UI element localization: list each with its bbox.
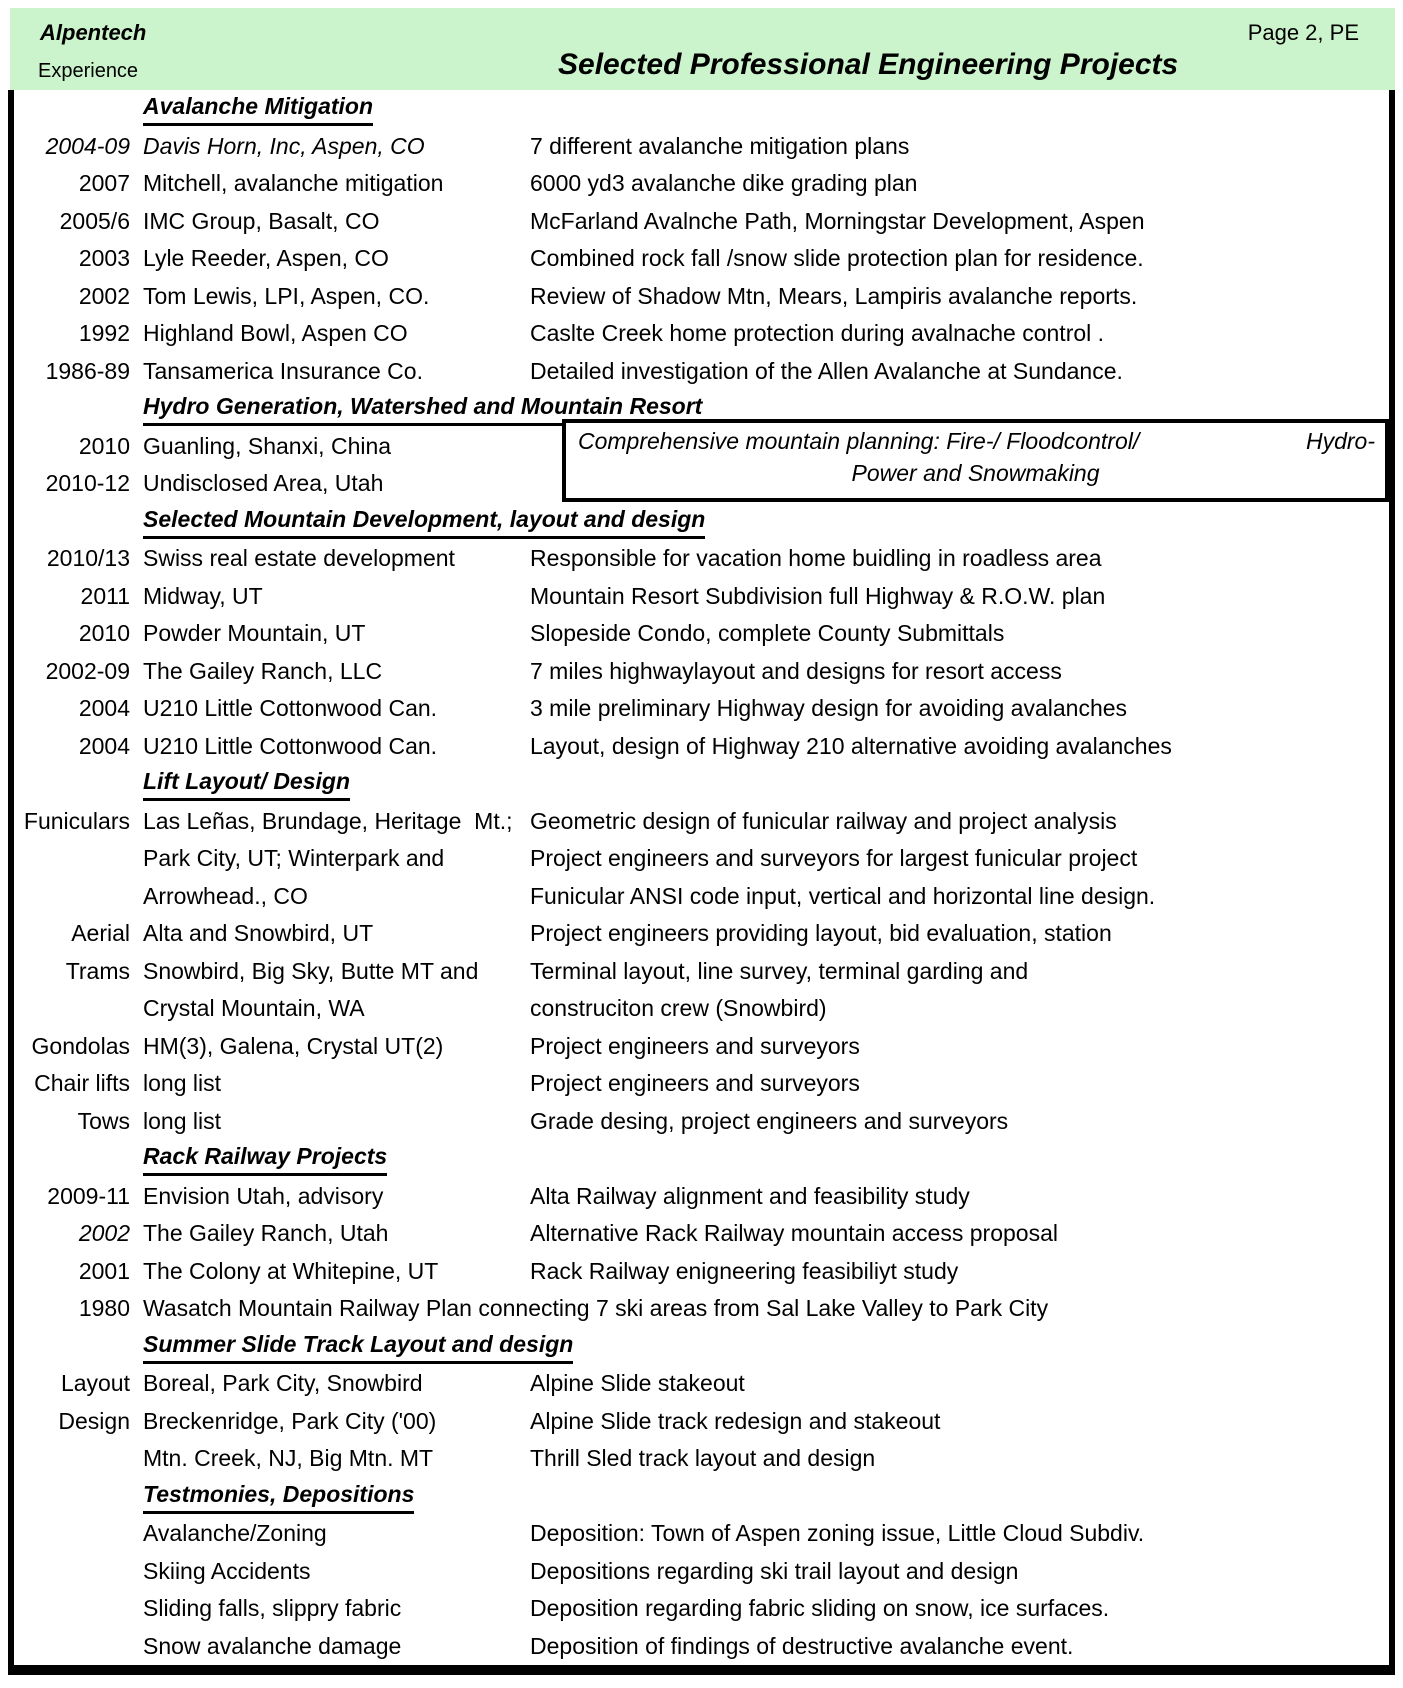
row-description: Deposition: Town of Aspen zoning issue, Little Cloud Subdiv. — [530, 1520, 1145, 1546]
row-client: IMC Group, Basalt, CO — [143, 207, 380, 234]
row-year: Gondolas — [31, 1032, 130, 1059]
row-client: Highland Bowl, Aspen CO — [143, 320, 408, 346]
row-year: 2007 — [78, 170, 130, 196]
row-year: Funiculars — [23, 807, 130, 834]
section-heading-row — [14, 765, 1389, 803]
row-client: Midway, UT — [143, 582, 263, 609]
row-client: Guanling, Shanxi, China — [143, 432, 392, 459]
row-description: Alpine Slide track redesign and stakeout — [530, 1407, 941, 1434]
row-description: Alternative Rack Railway mountain access proposal — [530, 1220, 1058, 1246]
table-row — [14, 203, 1389, 241]
row-client: Tom Lewis, LPI, Aspen, CO. — [143, 282, 430, 309]
row-description: 3 mile preliminary Highway design for avoiding avalanches — [530, 695, 1128, 721]
row-year: Tows — [77, 1107, 130, 1134]
row-client: Sliding falls, slippry fabric — [143, 1595, 402, 1621]
row-year — [14, 1515, 130, 1553]
row-description: Project engineers and surveyors — [530, 1032, 860, 1059]
table-row — [14, 1590, 1389, 1628]
row-year — [14, 1628, 130, 1666]
row-description: Combined rock fall /snow slide protection plan for residence. — [530, 245, 1144, 271]
table-row — [14, 578, 1389, 616]
row-year: Chair lifts — [34, 1070, 130, 1096]
hydro-box-line1-text: Comprehensive mountain planning: Fire-/ Floodcontrol/ — [578, 427, 1140, 454]
page-title: Selected Professional Engineering Projects — [558, 48, 1179, 81]
row-year — [14, 1553, 130, 1591]
hydro-rows-block — [14, 428, 1389, 503]
table-row — [14, 1628, 1389, 1666]
row-description: Project engineers providing layout, bid evaluation, station — [530, 920, 1112, 946]
section-heading: Testmonies, Depositions — [143, 1478, 414, 1514]
hydro-box-line1-right: Hydro- — [1305, 427, 1375, 454]
row-description: construciton crew (Snowbird) — [530, 995, 827, 1021]
row-year: 1992 — [78, 320, 130, 346]
row-client: Tansamerica Insurance Co. — [143, 357, 423, 384]
row-year: 2004-09 — [45, 132, 130, 159]
row-year: 2002 — [78, 1220, 130, 1246]
row-description: Alpine Slide stakeout — [530, 1370, 745, 1396]
section-heading-row — [14, 1328, 1389, 1366]
row-client: Las Leñas, Brundage, Heritage Mt.; — [143, 807, 513, 834]
row-year: 2004 — [78, 695, 130, 721]
row-year: 1986-89 — [45, 357, 130, 384]
row-description: Slopeside Condo, complete County Submittals — [530, 620, 1005, 646]
hydro-box-line1 — [566, 423, 1385, 459]
row-year: 2010/13 — [46, 545, 130, 571]
row-description: Project engineers and surveyors for largest funicular project — [530, 845, 1138, 871]
row-description: Grade desing, project engineers and surveyors — [530, 1107, 1009, 1134]
row-year: 2009-11 — [47, 1182, 130, 1209]
row-description: Terminal layout, line survey, terminal garding and — [530, 957, 1029, 984]
experience-label: Experience — [38, 60, 139, 82]
row-description: Thrill Sled track layout and design — [530, 1445, 876, 1471]
row-client: Wasatch Mountain Railway Plan connecting 7 ski areas from Sal Lake Valley to Park City — [143, 1295, 1049, 1321]
row-description: Caslte Creek home protection during avalnache control . — [530, 320, 1105, 346]
section-heading: Summer Slide Track Layout and design — [143, 1328, 573, 1364]
table-row — [14, 840, 1389, 878]
row-client: Alta and Snowbird, UT — [143, 920, 374, 946]
hydro-box-line2: Power and Snowmaking — [851, 459, 1100, 486]
row-year — [14, 990, 130, 1028]
row-client: Powder Mountain, UT — [143, 620, 366, 646]
row-client: Skiing Accidents — [143, 1557, 311, 1584]
row-year: 2002 — [78, 282, 130, 309]
table-row — [14, 1365, 1389, 1403]
table-row — [14, 728, 1389, 766]
row-description: Mountain Resort Subdivision full Highway & R.O.W. plan — [530, 582, 1106, 609]
row-client: Arrowhead., CO — [143, 882, 308, 909]
row-description: Responsible for vacation home buidling in roadless area — [530, 545, 1102, 571]
row-description: McFarland Avalnche Path, Morningstar Development, Aspen — [530, 207, 1145, 234]
row-year: 2004 — [78, 732, 130, 759]
section-heading-row — [14, 1140, 1389, 1178]
row-year: Aerial — [71, 920, 130, 946]
row-client: Swiss real estate development — [143, 545, 455, 571]
row-description: Deposition of findings of destructive avalanche event. — [530, 1632, 1074, 1659]
table-row — [14, 540, 1389, 578]
row-client: Snowbird, Big Sky, Butte MT and — [143, 957, 479, 984]
table-row — [14, 128, 1389, 166]
table-row — [14, 1215, 1389, 1253]
row-description: 7 miles highwaylayout and designs for resort access — [530, 657, 1062, 684]
row-client: Undisclosed Area, Utah — [143, 470, 384, 496]
row-client: Lyle Reeder, Aspen, CO — [143, 245, 389, 271]
section-heading: Avalanche Mitigation — [143, 90, 373, 126]
page-number: Page 2, PE — [1247, 20, 1359, 45]
row-year: 2011 — [80, 582, 130, 609]
row-description: 6000 yd3 avalanche dike grading plan — [530, 170, 918, 196]
table-row — [14, 1253, 1389, 1291]
table-row — [14, 1028, 1389, 1066]
table-row — [14, 1178, 1389, 1216]
row-year: 2010 — [78, 432, 130, 459]
row-description: Detailed investigation of the Allen Avalanche at Sundance. — [530, 357, 1123, 384]
row-client: Mitchell, avalanche mitigation — [143, 170, 444, 196]
table-row — [14, 1515, 1389, 1553]
row-year: Design — [58, 1407, 130, 1434]
row-year: 2010 — [78, 620, 130, 646]
table-row — [14, 1103, 1389, 1141]
row-description: Review of Shadow Mtn, Mears, Lampiris avalanche reports. — [530, 282, 1138, 309]
table-row — [14, 803, 1389, 841]
row-client: The Gailey Ranch, Utah — [143, 1220, 389, 1246]
row-client: Avalanche/Zoning — [143, 1520, 327, 1546]
row-year: Layout — [60, 1370, 130, 1396]
row-year — [14, 840, 130, 878]
table-row — [14, 1065, 1389, 1103]
row-client: Park City, UT; Winterpark and — [143, 845, 445, 871]
row-year: 2010-12 — [45, 470, 130, 496]
row-year: 2003 — [78, 245, 130, 271]
table-row — [14, 315, 1389, 353]
table-row — [14, 1440, 1389, 1478]
row-client: The Colony at Whitepine, UT — [143, 1257, 439, 1284]
table-row — [14, 1553, 1389, 1591]
row-year — [14, 1590, 130, 1628]
brand-name: Alpentech — [40, 20, 147, 45]
table-row — [14, 878, 1389, 916]
row-description: Depositions regarding ski trail layout and design — [530, 1557, 1019, 1584]
row-year: 1980 — [78, 1295, 130, 1321]
table-row — [14, 615, 1389, 653]
section-heading: Lift Layout/ Design — [143, 765, 350, 801]
row-client: U210 Little Cottonwood Can. — [143, 695, 438, 721]
row-year: 2005/6 — [59, 207, 130, 234]
row-client: Crystal Mountain, WA — [143, 995, 365, 1021]
row-description: Project engineers and surveyors — [530, 1070, 860, 1096]
table-row — [14, 278, 1389, 316]
section-heading-row — [14, 1478, 1389, 1516]
section-heading-row — [14, 90, 1389, 128]
row-description: 7 different avalanche mitigation plans — [530, 132, 910, 159]
row-description: Layout, design of Highway 210 alternative avoiding avalanches — [530, 732, 1172, 759]
table-row — [14, 240, 1389, 278]
row-description: Geometric design of funicular railway and project analysis — [530, 807, 1117, 834]
row-year: 2002-09 — [45, 657, 130, 684]
row-client: Boreal, Park City, Snowbird — [143, 1370, 423, 1396]
row-client: HM(3), Galena, Crystal UT(2) — [143, 1032, 444, 1059]
hydro-planning-box — [562, 419, 1389, 502]
row-description: Alta Railway alignment and feasibility study — [530, 1182, 970, 1209]
row-client: Davis Horn, Inc, Aspen, CO — [143, 132, 425, 159]
row-year — [14, 878, 130, 916]
row-client: long list — [143, 1070, 221, 1096]
row-client: The Gailey Ranch, LLC — [143, 657, 383, 684]
row-year: Trams — [65, 957, 130, 984]
section-heading: Rack Railway Projects — [143, 1140, 387, 1176]
table-row — [14, 1290, 1389, 1328]
row-year — [14, 1440, 130, 1478]
table-row — [14, 990, 1389, 1028]
table-row — [14, 690, 1389, 728]
row-client: Envision Utah, advisory — [143, 1182, 384, 1209]
projects-table — [8, 90, 1395, 1675]
table-row — [14, 653, 1389, 691]
row-year: 2001 — [78, 1257, 130, 1284]
table-row — [14, 915, 1389, 953]
page-header — [10, 8, 1395, 90]
row-client: Snow avalanche damage — [143, 1632, 402, 1659]
row-description: Rack Railway enigneering feasibiliyt study — [530, 1257, 959, 1284]
section-heading: Hydro Generation, Watershed and Mountain Resort — [143, 390, 715, 426]
row-description: Deposition regarding fabric sliding on snow, ice surfaces. — [530, 1595, 1110, 1621]
table-row — [14, 1403, 1389, 1441]
table-row — [14, 353, 1389, 391]
row-client: Mtn. Creek, NJ, Big Mtn. MT — [143, 1445, 434, 1471]
row-client: Breckenridge, Park City ('00) — [143, 1407, 437, 1434]
row-description: Funicular ANSI code input, vertical and horizontal line design. — [530, 882, 1156, 909]
table-row — [14, 953, 1389, 991]
row-client: U210 Little Cottonwood Can. — [143, 732, 438, 759]
table-row — [14, 165, 1389, 203]
section-heading-row — [14, 503, 1389, 541]
row-client: long list — [143, 1107, 221, 1134]
section-heading: Selected Mountain Development, layout and design — [143, 503, 705, 539]
